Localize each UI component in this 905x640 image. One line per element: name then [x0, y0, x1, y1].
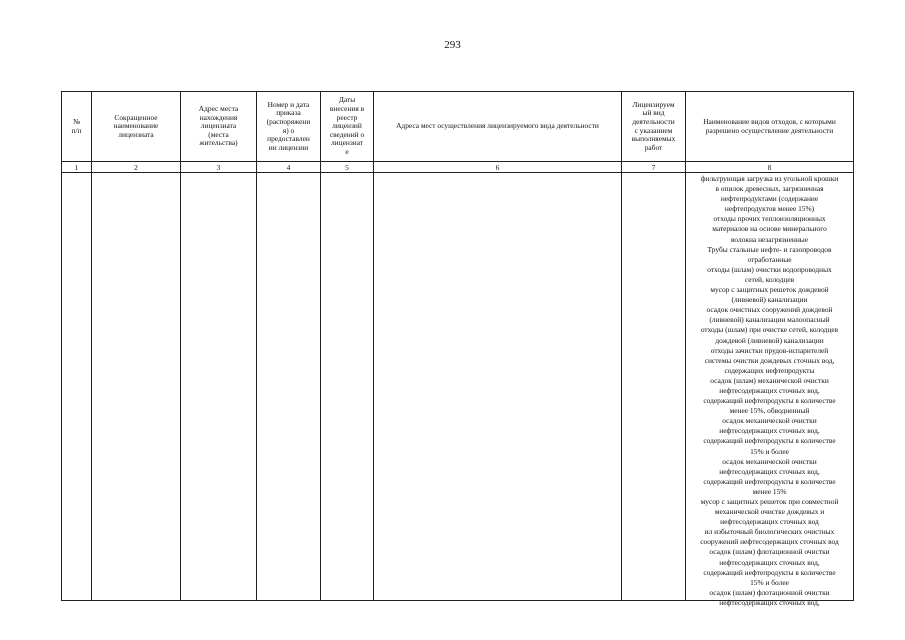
waste-line: механической очистке дождевых и: [714, 507, 825, 517]
empty-cell: [374, 173, 622, 601]
header-cell: [92, 92, 181, 162]
waste-line: 15% и более: [750, 577, 789, 587]
waste-line: нефтесодержащих сточных вод,: [719, 426, 820, 436]
waste-line: содержащий нефтепродукты в количестве: [703, 436, 836, 446]
column-number: 4: [257, 162, 321, 173]
column-number: 8: [686, 162, 854, 173]
header-line: предоставлен: [267, 134, 310, 144]
waste-line: отходы (шлам) при очистке сетей, колодцев: [700, 325, 839, 335]
empty-cell: [257, 173, 321, 601]
header-line: Номер и дата: [267, 99, 310, 109]
waste-line: нефтепродуктов менее 15%): [724, 204, 815, 214]
waste-line: отработанные: [747, 254, 792, 264]
waste-line: ил избыточный биологических очистных: [704, 527, 835, 537]
header-line: приказа: [276, 108, 301, 118]
header-cell: [321, 92, 374, 162]
waste-line: менее 15%: [752, 486, 787, 496]
header-cell: [686, 92, 854, 162]
column-number: 5: [321, 162, 374, 173]
waste-line: сетей, колодцев: [744, 274, 795, 284]
waste-line: нефтесодержащих сточных вод,: [719, 385, 820, 395]
header-line: лицензий: [332, 121, 362, 131]
waste-line: отходы зачистки прудов-испарителей: [710, 345, 829, 355]
waste-line: нефтесодержащих сточных вод,: [719, 466, 820, 476]
waste-line: в опилок древесных, загрязненная: [715, 184, 824, 194]
header-line: ый вид: [642, 108, 665, 118]
header-line: №: [72, 116, 81, 126]
waste-line: осадок механической очистки: [722, 416, 817, 426]
waste-line: содержащих нефтепродукты: [724, 365, 815, 375]
header-line: лицензиат: [330, 138, 364, 148]
header-cell: [622, 92, 686, 162]
header-cell: [374, 92, 622, 162]
header-line: Адрес места: [198, 104, 239, 114]
header-line: наименование: [113, 121, 159, 131]
empty-cell: [62, 173, 92, 601]
header-row: [62, 92, 854, 162]
waste-line: (ливневой) канализации малоопасный: [709, 315, 830, 325]
header-line: Сокращенное: [114, 112, 158, 122]
waste-line: осадок (шлам) флотационной очистки: [709, 587, 830, 597]
header-line: реестр: [336, 112, 358, 122]
table-row: [62, 173, 854, 601]
header-line: я) о: [282, 125, 295, 135]
header-line: п/п: [71, 125, 82, 135]
header-line: нахождения: [199, 112, 238, 122]
empty-cell: [181, 173, 257, 601]
column-number: 6: [374, 162, 622, 173]
waste-list: [686, 173, 853, 607]
header-line: (места: [208, 129, 229, 139]
header-line: Лицензируем: [632, 99, 675, 109]
waste-line: (ливневой) канализации: [731, 295, 808, 305]
header-line: е: [345, 146, 349, 156]
empty-cell: [321, 173, 374, 601]
waste-line: дождевой (ливневой) канализации: [715, 335, 824, 345]
column-number: 7: [622, 162, 686, 173]
waste-line: волокна незагрязненные: [730, 234, 809, 244]
header-cell: [62, 92, 92, 162]
empty-cell: [92, 173, 181, 601]
empty-cell: [622, 173, 686, 601]
waste-line: осадок (шлам) флотационной очистки: [709, 547, 830, 557]
waste-line: содержащий нефтепродукты в количестве: [703, 476, 836, 486]
header-line: ии лицензии: [268, 142, 309, 152]
header-cell: [257, 92, 321, 162]
waste-line: нефтепродуктами (содержание: [720, 194, 819, 204]
header-line: (распоряжени: [266, 116, 311, 126]
header-line: жительства): [199, 138, 238, 148]
waste-line: осадок (шлам) механической очистки: [710, 375, 829, 385]
waste-line: мусор с защитных решеток при совместной: [700, 497, 839, 506]
waste-line: отходы (шлам) очистки водопроводных: [707, 264, 832, 274]
header-line: Даты: [338, 95, 356, 105]
column-number-row: [62, 162, 854, 173]
header-line: деятельности: [632, 116, 675, 126]
waste-line: менее 15%, обводненный: [729, 406, 810, 416]
header-line: с указанием: [634, 125, 673, 135]
waste-line: осадок очистных сооружений дождевой: [706, 305, 833, 315]
header-line: разрешено осуществление деятельности: [705, 125, 834, 135]
header-line: сведений о: [329, 129, 365, 139]
waste-line: отходы прочих теплоизоляционных: [713, 214, 826, 224]
header-line: Наименование видов отходов, с которыми: [703, 116, 836, 126]
page-number: 293: [444, 39, 461, 51]
waste-line: нефтесодержащих сточных вод,: [719, 557, 820, 567]
license-register-table: [61, 91, 854, 607]
header-line: лицензиата: [118, 129, 154, 139]
waste-line: мусор с защитных решеток дождевой: [710, 285, 829, 295]
header-line: работ: [644, 142, 663, 152]
header-line: внесения в: [329, 104, 365, 114]
waste-line: нефтесодержащих сточных вод: [720, 517, 819, 527]
waste-line: содержащий нефтепродукты в количестве: [703, 567, 836, 577]
column-number: 3: [181, 162, 257, 173]
waste-types-cell: [686, 173, 854, 607]
waste-line: Трубы стальные нефте- и газопроводов: [707, 244, 832, 254]
waste-line: содержащий нефтепродукты в количестве: [703, 396, 836, 406]
header-line: выполняемых: [631, 134, 676, 144]
header-cell: [181, 92, 257, 162]
header-line: лицензиата: [200, 121, 237, 131]
column-number: 2: [92, 162, 181, 173]
waste-line: сооружений нефтесодержащих сточных вод: [700, 537, 839, 547]
waste-line: системы очистки дождевых сточных вод,: [704, 355, 835, 365]
waste-line: 15% и более: [750, 446, 789, 456]
column-number: 1: [62, 162, 92, 173]
header-line: Адреса мест осуществления лицензируемого вида деятельности: [396, 121, 599, 131]
waste-line: фильтрующая загрузка из угольной крошки: [700, 174, 839, 183]
waste-line: нефтесодержащих сточных вод,: [719, 597, 820, 607]
waste-line: материалов на основе минерального: [712, 224, 827, 234]
waste-line: осадок механической очистки: [722, 456, 817, 466]
